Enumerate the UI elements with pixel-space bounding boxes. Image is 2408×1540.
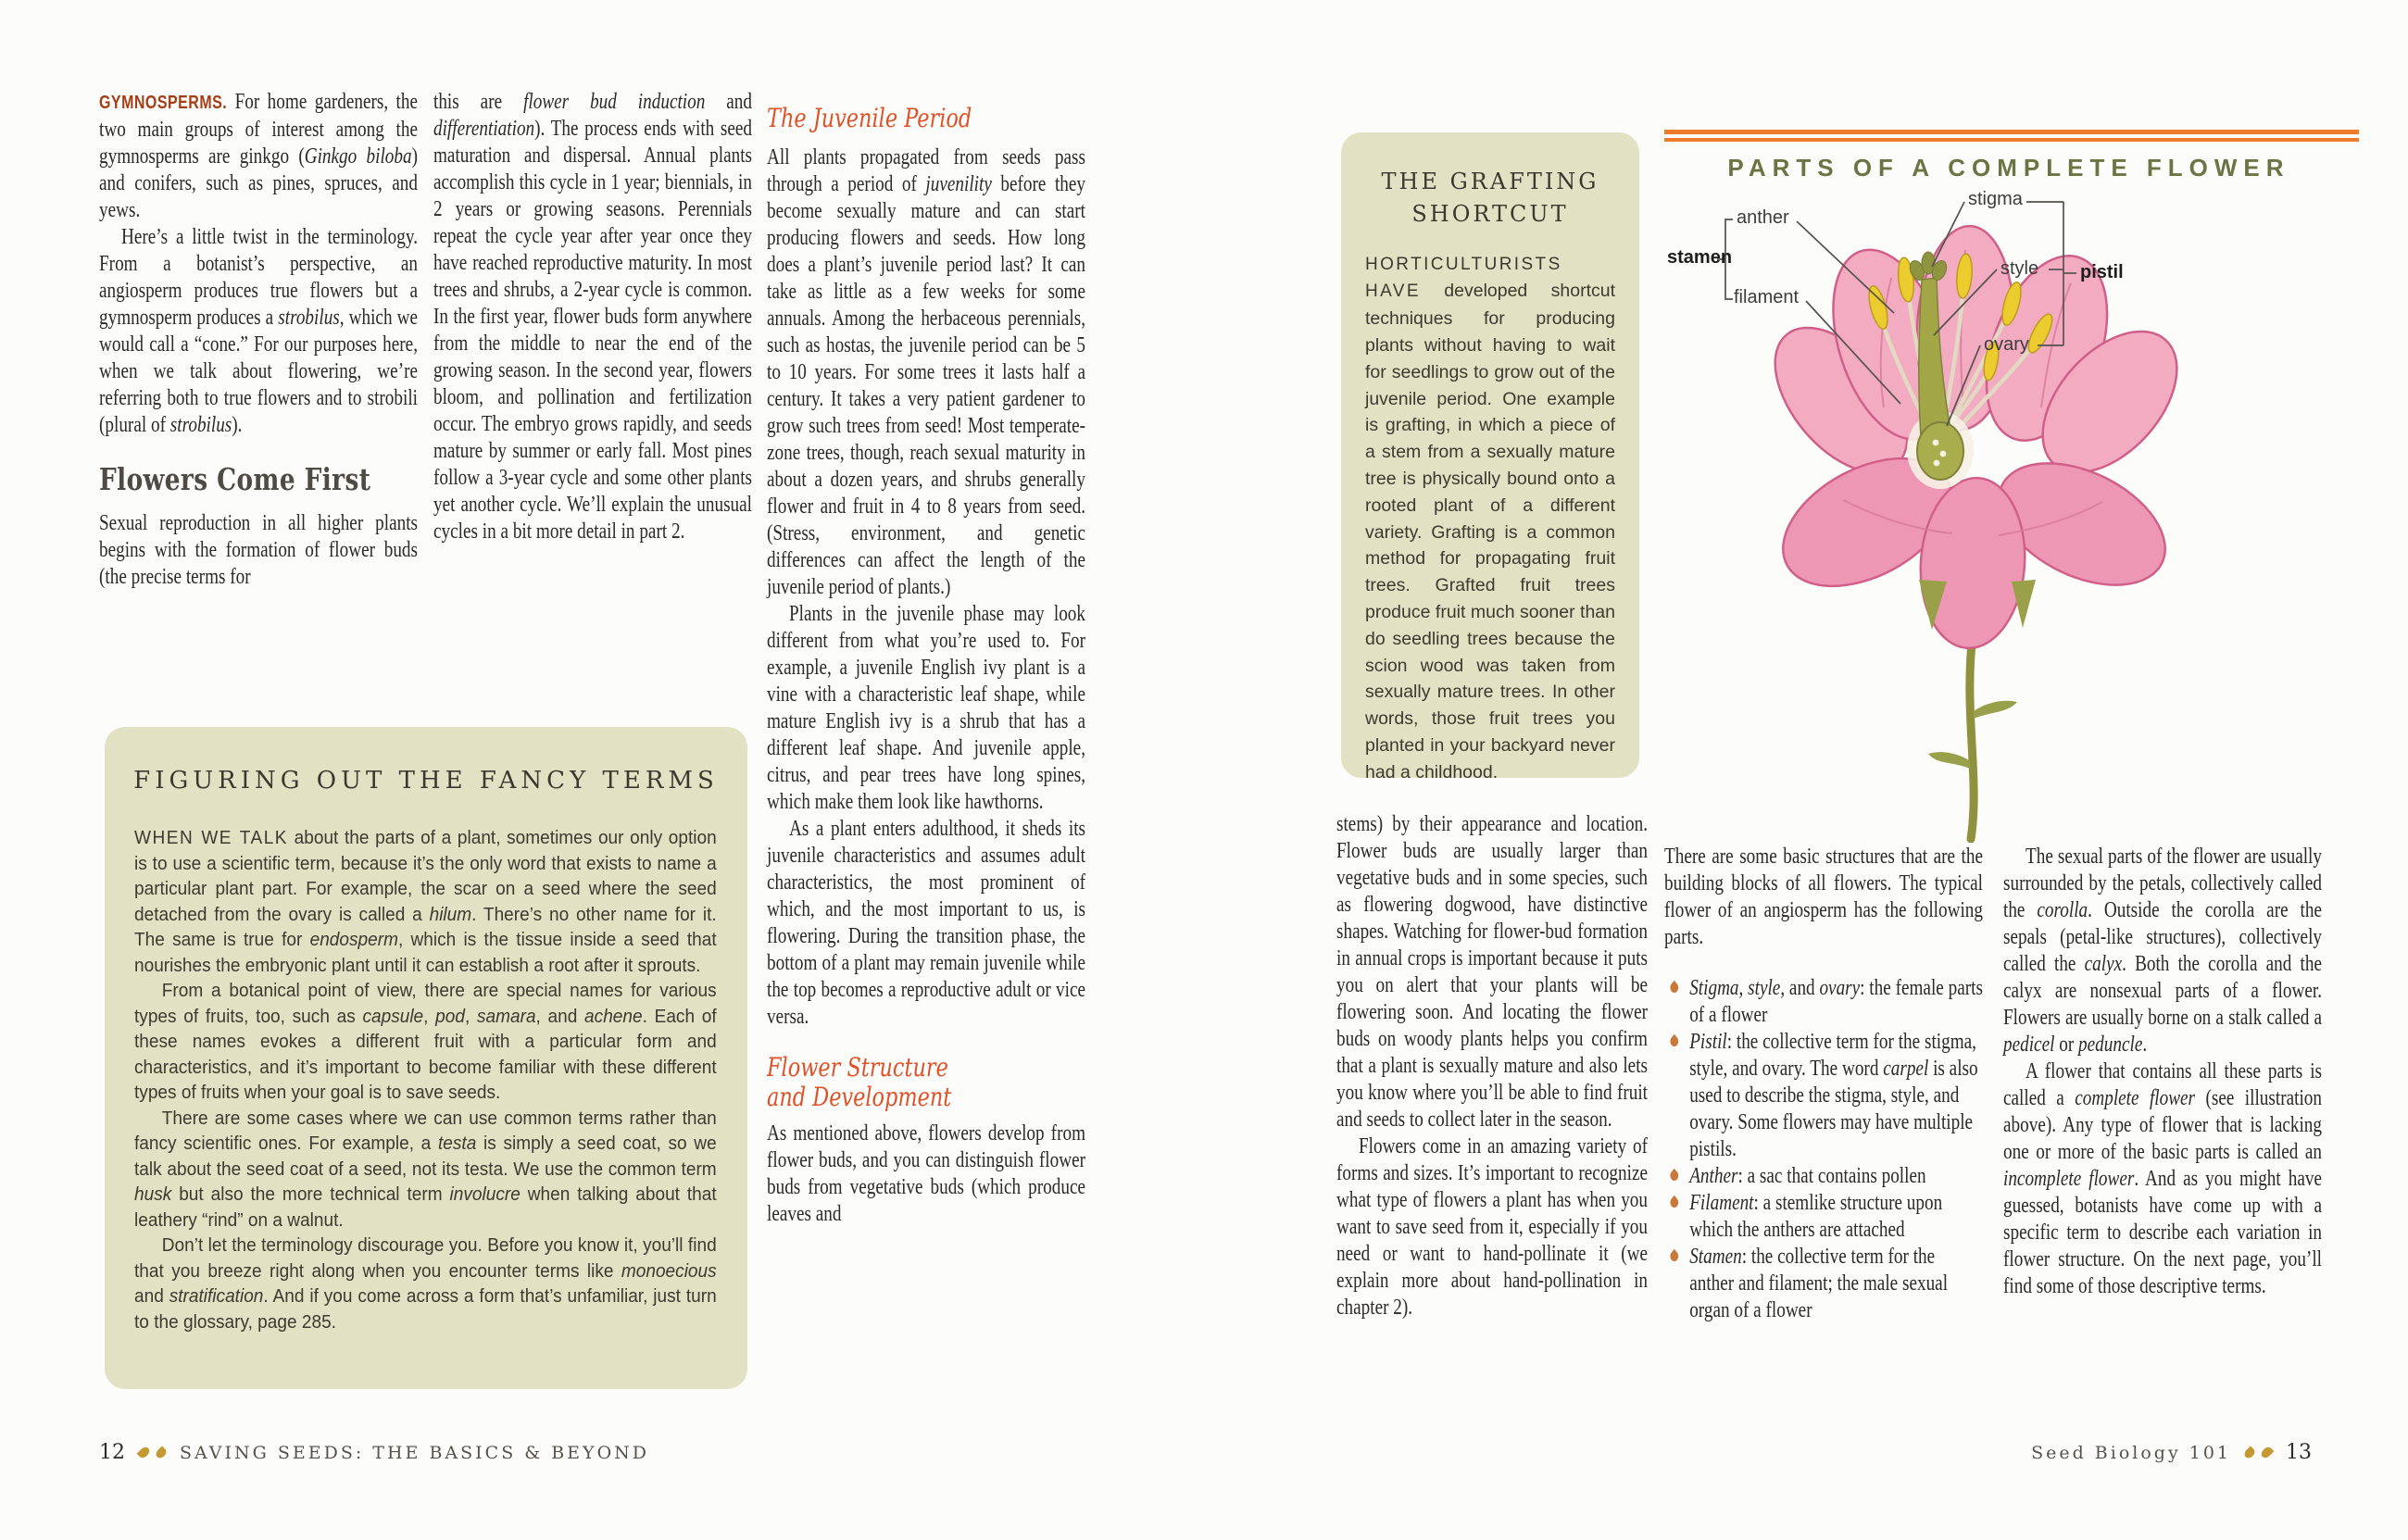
paragraph-sexual-reproduction: Sexual reproduction in all higher plants begins with the formation of flower buds (the precise terms for (99, 510, 418, 589)
list-item (1664, 1029, 1983, 1163)
paragraph-text: developed shortcut techniques for producing plants without having to wait for seedlings to grow out of the juvenile period. One example is grafting, in which a piece of a stem from a sexually mature tree is physically bound onto a rooted plant of a different variety. Grafting is a common method for propagating fruit trees. Grafted fruit trees produce fruit much sooner than do seedling trees because the scion wood was taken from sexually mature trees. In other words, those fruit trees you planted in your backyard never had a childhood. (1365, 281, 1615, 783)
paragraph-flower-buds: stems) by their appearance and location. Flower buds are usually larger than vegetative buds and in some species, such as flowering dogwood, have distinctive shapes. Watching for flower-bud formation in annual crops is important because it puts you on alert that your plants will be flowering soon. And locating the flower buds on woody plants helps you confirm that a plant is sexually mature and also lets you know where you’ll be able to find fruit and seeds to collect later in the season. (1336, 812, 1648, 1132)
droplet-bullet-icon (1669, 1034, 1680, 1049)
paragraph-basic-structures: There are some basic structures that are the building blocks of all flowers. The typical flower of an angiosperm has the following parts. (1664, 845, 1983, 949)
page-number: 13 (2286, 1441, 2312, 1464)
droplet-bullet-icon (1669, 981, 1680, 995)
seed-icon (137, 1446, 152, 1460)
diagram-title: PARTS OF A COMPLETE FLOWER (1727, 154, 2290, 182)
paragraph-sexual-parts: The sexual parts of the flower are usually surrounded by the petals, collectively called the corolla. Outside the corolla are the sepals (petal-like structures), collectively called the calyx. Both the corolla and the calyx are nonsexual parts of a flower. Flowers are usually borne on a stalk called a pedicel or peduncle. (2003, 845, 2323, 1057)
running-footer-title: SAVING SEEDS: THE BASICS & BEYOND (180, 1442, 650, 1463)
flower-parts-list (1664, 975, 1983, 1324)
paragraph-complete-flower: A flower that contains all these parts is called a complete flower (see illustration above). Any type of flower that is lacking one or more of the basic parts is called an incomplete flower. And as you might have guessed, botanists have come up with a specific term to describe each variation in flower structure. On the next page, you’ll find some of those descriptive terms. (2003, 1059, 2322, 1298)
page-number: 12 (99, 1441, 125, 1464)
left-page-footer (99, 1441, 649, 1464)
paragraph-juvenility: All plants propagated from seeds pass through a period of juvenility before they become sexually mature and can start producing flowers and seeds. How long does a plant’s juvenile period last? It can take as little as a few weeks for some annuals. Among the herbaceous perennials, such as hostas, the juvenile period can be 5 to 10 years. For some trees it lasts half a century. It takes a very patient gardener to grow such trees from seed! Most temperate-zone trees, though, reach sexual maturity in about a dozen years, and shrubs generally flower and fruit in 4 to 8 years from seed. (Stress, environment, and genetic differences can affect the length of the juvenile period of plants.) (767, 145, 1085, 600)
seed-icon (2260, 1446, 2275, 1460)
droplet-icon (154, 1446, 168, 1459)
paragraph-adulthood: As a plant enters adulthood, it sheds its juvenile characteristics and assumes adult characteristics, the most prominent of which, and the most important to us, is flowering. During the transition phase, the bottom of a plant may remain juvenile while the top becomes a reproductive adult or vice versa. (767, 817, 1085, 1030)
fancy-terms-title: FIGURING OUT THE FANCY TERMS (133, 767, 719, 795)
paragraph-flower-bud-cycle: this are flower bud induction and differentiation). The process ends with seed maturation and dispersal. Annual plants accomplish this cycle in 1 year; biennials, in 2 years or growing seasons. Perennials repeat the cycle year after year once they have reached reproductive maturity. In most trees and shrubs, a 2-year cycle is common. In the first year, flower buds form anywhere from the middle to near the end of the growing season. In the second year, flowers bloom, and pollination and fertilization occur. The embryo grows rapidly, and seeds mature by summer or early fall. Most pines follow a 3-year cycle and some other plants yet another cycle. We’ll explain the unusual cycles in a bit more detail in part 2. (433, 90, 752, 544)
paragraph-juvenile-phase: Plants in the juvenile phase may look different from what you’re used to. For example, a juvenile English ivy plant is a vine with a characteristic leaf shape, while mature English ivy is a shrub that has a different leaf shape. And juvenile apple, citrus, and pear trees have long spines, which make them look like hawthorns. (767, 602, 1085, 815)
label-filament: filament (1734, 287, 1800, 307)
seed-ornament-icons (138, 1446, 167, 1459)
paragraph: From a botanical point of view, there are special names for various types of fruits, too, such as capsule, pod, samara, and achene. Each of these names evokes a different fruit with a particular form and characteristics, and it’s important to become familiar with these different types of fruits when your goal is to save seeds. (134, 980, 717, 1104)
list-item-text: Anther: a sac that contains pollen (1689, 1164, 1926, 1188)
list-item-text: Pistil: the collective term for the stigma, style, and ovary. The word carpel is also used to describe the stigma, style, and ovary. Some flowers may have multiple pistils. (1689, 1030, 1978, 1161)
heading-flowers-come-first: Flowers Come First (99, 461, 371, 497)
grafting-shortcut-sidebar-box (1341, 132, 1639, 783)
list-item-text: Stamen: the collective term for the anther and filament; the male sexual organ of a flower (1689, 1245, 1949, 1322)
paragraph: There are some cases where we can use common terms rather than fancy scientific ones. For example, a testa is simply a seed coat, so we talk about the seed coat of a seed, not its testa. We use the common term husk but also the more technical term involucre when talking about that leathery “rind” on a walnut. (134, 1107, 717, 1231)
label-stigma: stigma (1968, 189, 2023, 209)
label-ovary: ovary (1984, 334, 2029, 355)
list-item (1664, 1190, 1983, 1244)
label-pistil: pistil (2080, 262, 2124, 282)
heading-flower-structure (767, 1053, 1085, 1111)
right-column-1 (1336, 811, 1648, 1321)
right-page-footer (2031, 1441, 2312, 1464)
droplet-icon (2242, 1446, 2256, 1459)
left-column-1 (99, 89, 418, 591)
flower-illustration (1658, 130, 2360, 843)
droplet-bullet-icon (1669, 1249, 1680, 1264)
paragraph-flowers-develop: As mentioned above, flowers develop from flower buds, and you can distinguish flower buds from vegetative buds (which produce leaves and (767, 1121, 1085, 1227)
left-column-2 (433, 89, 752, 545)
running-footer-title: Seed Biology 101 (2031, 1442, 2231, 1463)
when-we-talk-lead-in: WHEN WE TALK (134, 827, 289, 849)
list-item-text: Stigma, style, and ovary: the female parts of a flower (1689, 976, 1983, 1027)
left-column-3 (767, 104, 1085, 1228)
droplet-bullet-icon (1669, 1196, 1680, 1210)
seed-ornament-icons (2244, 1446, 2273, 1459)
fancy-terms-body (134, 825, 717, 1334)
list-item-text: Filament: a stemlike structure upon which the anthers are attached (1689, 1191, 1943, 1242)
paragraph (1365, 251, 1615, 786)
heading-the-juvenile-period: The Juvenile Period (767, 103, 972, 133)
fancy-terms-sidebar-box (105, 727, 747, 1389)
label-anther: anther (1737, 207, 1789, 228)
heading-line-2: and Development (767, 1081, 952, 1112)
list-item (1664, 975, 1983, 1029)
complete-flower-diagram (1658, 130, 2360, 843)
label-style: style (2000, 258, 2039, 279)
list-item (1664, 1244, 1983, 1324)
paragraph-text: about the parts of a plant, sometimes our only option is to use a scientific term, because it’s the only word that exists to name a particular plant part. For example, the scar on a seed where the seed detached from the ovary is called a hilum. There’s no other name for it. The same is true for endosperm, which is the tissue inside a seed that nourishes the embryonic plant until it can establish a root after it sprouts. (134, 827, 717, 976)
list-item (1664, 1163, 1983, 1190)
paragraph-terminology-twist: Here’s a little twist in the terminology. From a botanist’s perspective, an angiosperm produces true flowers but a gymnosperm produces a strobilus, which we would call a “cone.” For our purposes here, when we talk about flowering, we’re referring both to true flowers and to strobili (plural of strobilus). (99, 225, 418, 437)
grafting-shortcut-title: THE GRAFTING SHORTCUT (1381, 169, 1599, 227)
paragraph-gymnosperms (99, 89, 418, 224)
heading-line-1: Flower Structure (767, 1052, 948, 1083)
paragraph (134, 825, 717, 978)
gymnosperms-lead-in: GYMNOSPERMS. (99, 93, 228, 113)
label-stamen: stamen (1667, 247, 1733, 268)
paragraph-text: For home gardeners, the two main groups of interest among the gymnosperms are ginkgo (Ginkgo biloba) and conifers, such as pines, spruces, and yews. (99, 90, 418, 222)
grafting-shortcut-body (1365, 251, 1615, 786)
horticulturists-lead-in: HORTICULTURISTS HAVE (1365, 254, 1562, 302)
paragraph-amazing-variety: Flowers come in an amazing variety of forms and sizes. It’s important to recognize what type of flowers a plant has when you want to save seed from it, especially if you need or want to hand-pollinate it (we explain more about hand-pollination in chapter 2). (1336, 1134, 1648, 1320)
right-column-3 (2003, 844, 2322, 1300)
droplet-bullet-icon (1669, 1169, 1680, 1183)
right-column-2 (1664, 844, 1983, 1324)
paragraph: Don’t let the terminology discourage you. Before you know it, you’ll find that you breeze right along when you encounter terms like monoecious and stratification. And if you come across a form that’s unfamiliar, just turn to the glossary, page 285. (134, 1234, 717, 1333)
